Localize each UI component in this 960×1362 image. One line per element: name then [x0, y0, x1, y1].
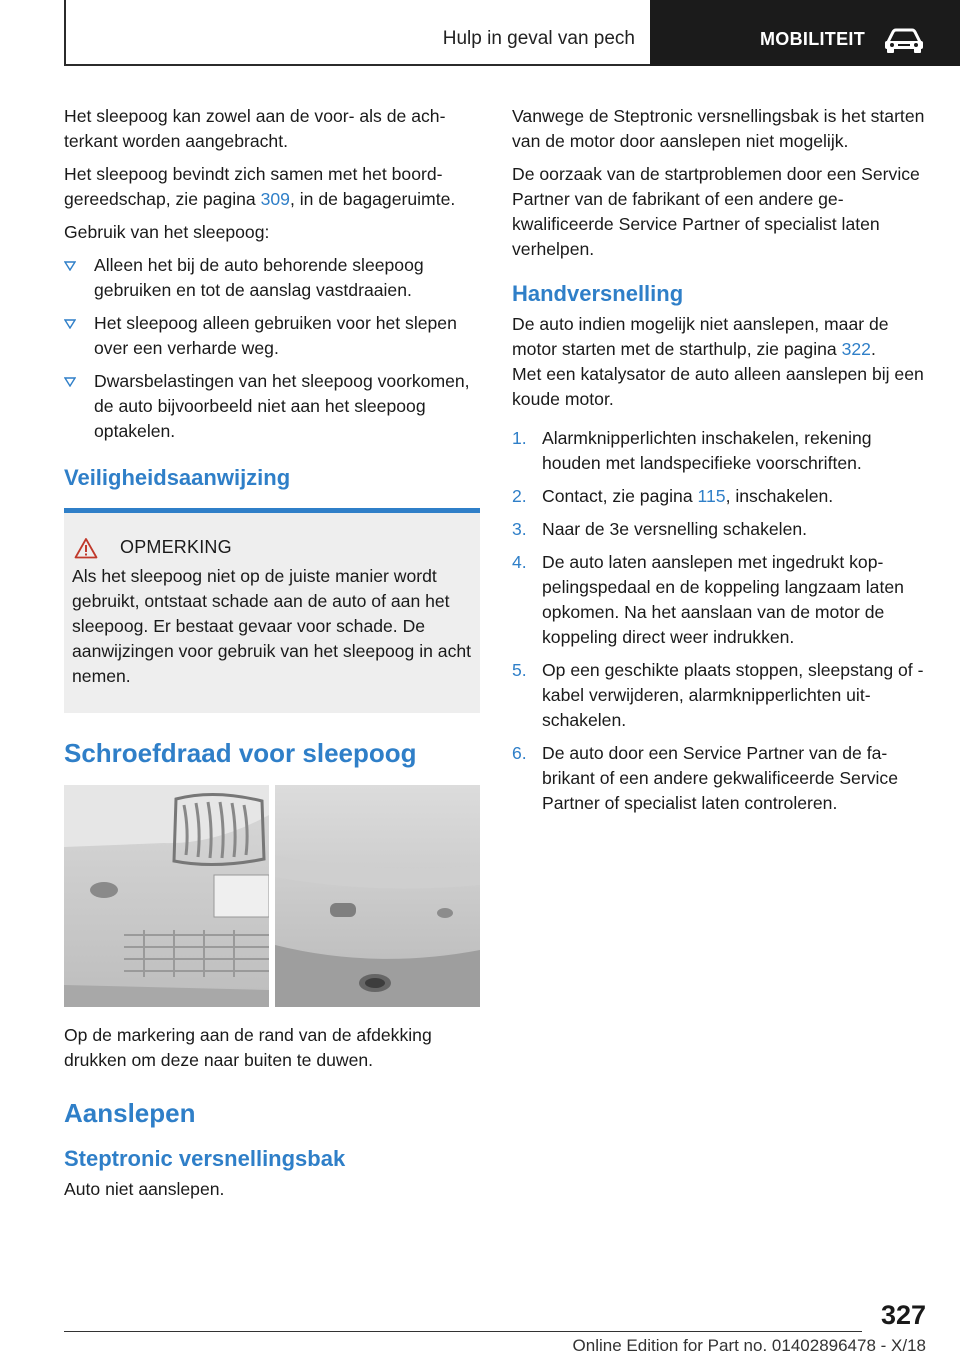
page-number: 327: [880, 1300, 926, 1330]
heading-schroefdraad: Schroefdraad voor sleepoog: [64, 738, 417, 768]
step-number: 5.: [512, 660, 527, 680]
page-link-322[interactable]: 322: [841, 339, 871, 359]
step-item: [512, 484, 928, 509]
page-link-115[interactable]: 115: [697, 486, 726, 506]
towing-steps-list: [512, 426, 928, 816]
bullet-text: Alleen het bij de auto behorende sleepoog gebruiken en tot de aanslag vastdraaien.: [94, 255, 424, 300]
step-text: Naar de 3e versnelling schakelen.: [542, 519, 808, 539]
header-bottom-rule: [64, 64, 650, 66]
rear-bumper-image: [275, 785, 480, 1007]
step-number: 4.: [512, 552, 527, 572]
notice-header: [72, 535, 472, 560]
triangle-bullet-icon: [64, 377, 76, 387]
text-segment: , in de bagageruimte.: [289, 189, 456, 209]
step-number: 2.: [512, 486, 527, 506]
step-number: 6.: [512, 743, 527, 763]
heading-steptronic: Steptronic versnellingsbak: [64, 1146, 346, 1171]
usage-bullet-list: [64, 253, 480, 444]
step-text: De auto door een Service Partner van de fabrikant of een andere gekwalificeerde Service Partner of specialist laten controleren.: [542, 743, 898, 813]
text-segment: .: [870, 339, 876, 359]
header-chapter-tab: [650, 0, 960, 66]
bullet-item: [64, 311, 480, 361]
warning-triangle-icon: [74, 537, 98, 559]
notice-body: Als het sleepoog niet op de juiste manier wordt gebruikt, ontstaat schade aan de auto of aan het sleepoog. Er bestaat gevaar voor schade. De aanwijzingen voor gebruik van het sleepoog in acht nemen.: [72, 566, 472, 686]
step-number: 1.: [512, 428, 527, 448]
bullet-text: Dwarsbelastingen van het sleepoog voorkomen, de auto bijvoorbeeld niet aan het sleepoog optakelen.: [94, 371, 470, 441]
paragraph-starthulp: [512, 312, 928, 412]
footer-edition: Online Edition for Part no. 01402896478 - X/18: [572, 1336, 926, 1355]
notice-title: OPMERKING: [120, 537, 232, 557]
car-icon: [882, 26, 926, 54]
page-header: [0, 0, 960, 66]
paragraph-steptronic-start: Vanwege de Steptronic versnellingsbak is het starten van de motor door aanslepen niet mogelijk.: [512, 106, 925, 151]
header-section-title: Hulp in geval van pech: [442, 28, 635, 49]
bullet-item: [64, 253, 480, 303]
text-segment: De auto indien mogelijk niet aanslepen, maar de motor starten met de starthulp, zie pagina: [512, 314, 889, 359]
bumper-illustration: [64, 785, 480, 1007]
paragraph-service-partner: De oorzaak van de startproblemen door een Service Partner van de fabrikant of een andere gekwalificeerde Service Partner of specialist laten verhelpen.: [512, 164, 920, 259]
header-chapter-label: MOBILITEIT: [760, 29, 865, 49]
step-text: Op een geschikte plaats stoppen, sleepstang of -kabel verwijderen, alarmknipperlichten uitschakelen.: [542, 660, 924, 730]
step-item: [512, 426, 928, 476]
front-bumper-image: [64, 785, 269, 1007]
paragraph-sleepoog-location: [64, 162, 480, 212]
triangle-bullet-icon: [64, 319, 76, 329]
text-segment: Met een katalysator de auto alleen aanslepen bij een koude motor.: [512, 364, 924, 409]
footer-rule: [64, 1331, 862, 1332]
step-item: [512, 658, 928, 733]
bullet-item: [64, 369, 480, 444]
step-item: [512, 741, 928, 816]
paragraph-steptronic: Auto niet aanslepen.: [64, 1179, 225, 1199]
left-column: [64, 104, 480, 1210]
step-text: Contact, zie pagina: [542, 486, 698, 506]
figure-caption: Op de markering aan de rand van de afdekking drukken om deze naar buiten te duwen.: [64, 1025, 432, 1070]
step-number: 3.: [512, 519, 527, 539]
step-item: [512, 517, 928, 542]
text-segment: Het sleepoog bevindt zich samen met het boordgereedschap, zie pagina: [64, 164, 443, 209]
paragraph-usage-intro: Gebruik van het sleepoog:: [64, 222, 270, 242]
heading-aanslepen: Aanslepen: [64, 1098, 196, 1128]
step-text: De auto laten aanslepen met ingedrukt koppelingspedaal en de koppeling langzaam laten opkomen. Na het aanslaan van de motor de koppeling direct weer indrukken.: [542, 552, 904, 647]
page-link-309[interactable]: 309: [260, 189, 290, 209]
step-text: , inschakelen.: [725, 486, 834, 506]
triangle-bullet-icon: [64, 261, 76, 271]
heading-veiligheidsaanwijzing: Veiligheidsaanwijzing: [64, 465, 291, 490]
step-text: Alarmknipperlichten inschakelen, rekening houden met landspecifieke voorschriften.: [542, 428, 872, 473]
bullet-text: Het sleepoog alleen gebruiken voor het slepen over een verharde weg.: [94, 313, 457, 358]
heading-handversnelling: Handversnelling: [512, 281, 684, 306]
step-item: [512, 550, 928, 650]
right-column: [512, 104, 928, 824]
paragraph-sleepoog-placement: Het sleepoog kan zowel aan de voor- als de achterkant worden aangebracht.: [64, 106, 446, 151]
notice-box: [64, 508, 480, 713]
